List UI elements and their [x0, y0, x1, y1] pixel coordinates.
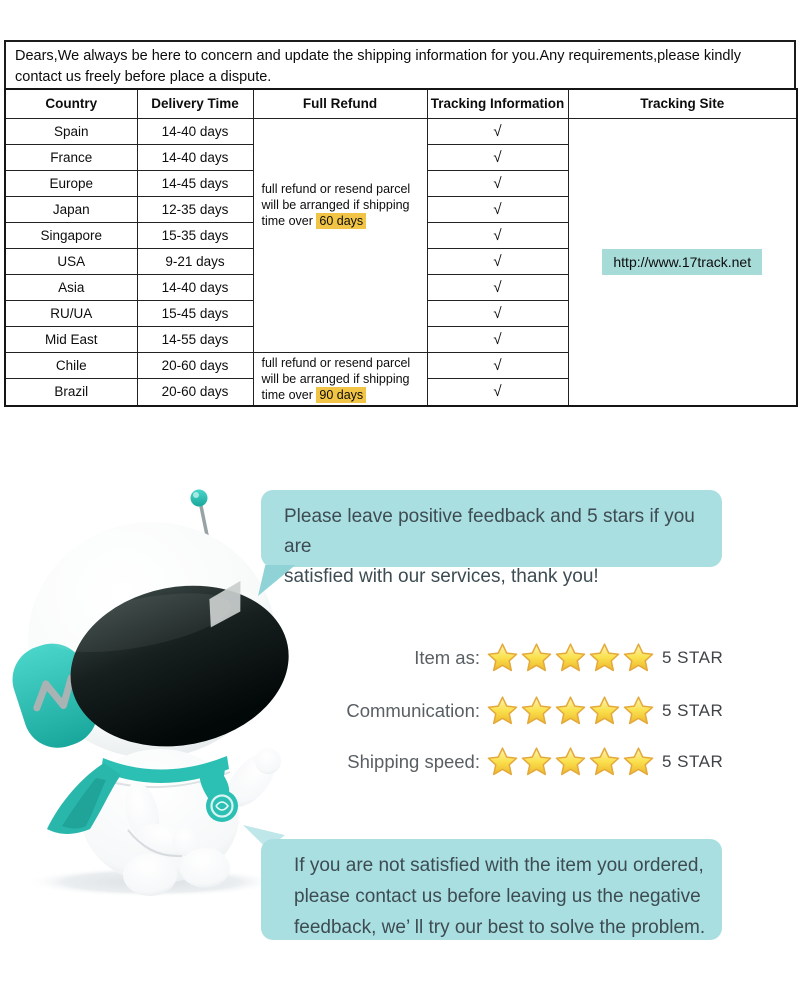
country-cell: Brazil: [5, 379, 137, 406]
refund-policy-cell-60: [253, 118, 427, 352]
checkmark-icon: √: [493, 278, 502, 296]
refund-policy-cell-90: [253, 352, 427, 406]
country-cell: RU/UA: [5, 300, 137, 326]
tracking-check-cell: [427, 274, 568, 300]
refund-text: full refund or resend parcel will be arranged if shipping time over: [261, 181, 411, 228]
delivery-time-cell: 15-45 days: [137, 300, 253, 326]
column-header-country: Country: [5, 89, 137, 118]
star-icon: [520, 746, 553, 779]
star-rating: [486, 695, 655, 728]
negative-feedback-warning-bubble: [261, 839, 722, 940]
rating-label: Communication:: [346, 700, 480, 721]
robot-chest-badge-icon: [206, 790, 238, 822]
delivery-time-cell: 12-35 days: [137, 196, 253, 222]
table-row: [5, 118, 797, 144]
refund-highlight-90-days: 90 days: [316, 387, 366, 403]
country-cell: Chile: [5, 352, 137, 379]
notice-line-2: contact us freely before place a dispute.: [15, 69, 272, 85]
country-cell: Singapore: [5, 222, 137, 248]
star-rating: [486, 746, 655, 779]
star-icon: [622, 746, 655, 779]
star-icon: [520, 695, 553, 728]
tracking-check-cell: [427, 144, 568, 170]
rating-value-text: 5 STAR: [662, 701, 724, 720]
column-header-tracking-information: Tracking Information: [427, 89, 568, 118]
rating-value-text: 5 STAR: [662, 648, 724, 667]
delivery-time-cell: 14-55 days: [137, 326, 253, 352]
country-cell: Europe: [5, 170, 137, 196]
checkmark-icon: √: [493, 226, 502, 244]
checkmark-icon: √: [493, 148, 502, 166]
column-header-full-refund: Full Refund: [253, 89, 427, 118]
checkmark-icon: √: [493, 356, 502, 374]
rating-row-shipping-speed: [330, 743, 750, 781]
delivery-time-cell: 14-45 days: [137, 170, 253, 196]
star-icon: [622, 695, 655, 728]
tracking-check-cell: [427, 379, 568, 406]
bubble-line: Please leave positive feedback and 5 stars if you are: [284, 506, 695, 557]
star-icon: [622, 642, 655, 675]
bubble-line: If you are not satisfied with the item you ordered,: [294, 855, 704, 876]
tracking-check-cell: [427, 352, 568, 379]
tracking-site-link[interactable]: http://www.17track.net: [602, 249, 762, 275]
star-icon: [554, 642, 587, 675]
delivery-time-cell: 9-21 days: [137, 248, 253, 274]
checkmark-icon: √: [493, 383, 502, 401]
checkmark-icon: √: [493, 174, 502, 192]
star-icon: [486, 746, 519, 779]
tracking-check-cell: [427, 170, 568, 196]
star-icon: [588, 746, 621, 779]
bubble-line: feedback, we’ ll try our best to solve the problem.: [294, 917, 706, 938]
checkmark-icon: √: [493, 330, 502, 348]
rating-label: Shipping speed:: [347, 751, 480, 772]
delivery-time-cell: 14-40 days: [137, 144, 253, 170]
tracking-check-cell: [427, 300, 568, 326]
rating-label: Item as:: [414, 647, 480, 668]
country-cell: Japan: [5, 196, 137, 222]
country-cell: Mid East: [5, 326, 137, 352]
star-icon: [486, 642, 519, 675]
refund-highlight-60-days: 60 days: [316, 213, 366, 229]
checkmark-icon: √: [493, 122, 502, 140]
column-header-delivery-time: Delivery Time: [137, 89, 253, 118]
tracking-check-cell: [427, 248, 568, 274]
bubble-line: satisfied with our services, thank you!: [284, 566, 599, 587]
feedback-request-bubble: [261, 490, 722, 587]
checkmark-icon: √: [493, 304, 502, 322]
rating-value-text: 5 STAR: [662, 752, 724, 771]
delivery-time-cell: 20-60 days: [137, 352, 253, 379]
country-cell: USA: [5, 248, 137, 274]
notice-line-1: Dears,We always be here to concern and update the shipping information for you.Any requirements,please kindly: [15, 48, 741, 64]
star-icon: [588, 695, 621, 728]
country-cell: Asia: [5, 274, 137, 300]
tracking-check-cell: [427, 326, 568, 352]
rating-row-communication: [330, 692, 750, 730]
star-icon: [486, 695, 519, 728]
notice-box: [4, 40, 796, 90]
country-cell: France: [5, 144, 137, 170]
tracking-check-cell: [427, 118, 568, 144]
delivery-time-cell: 15-35 days: [137, 222, 253, 248]
delivery-time-cell: 20-60 days: [137, 379, 253, 406]
bubble-line: please contact us before leaving us the negative: [294, 886, 701, 907]
shipping-table: [4, 88, 798, 407]
column-header-tracking-site: Tracking Site: [568, 89, 797, 118]
table-header-row: [5, 89, 797, 118]
tracking-check-cell: [427, 222, 568, 248]
tracking-site-cell: [568, 118, 797, 406]
star-icon: [520, 642, 553, 675]
delivery-time-cell: 14-40 days: [137, 118, 253, 144]
rating-row-item-as: [330, 639, 750, 677]
tracking-check-cell: [427, 196, 568, 222]
delivery-time-cell: 14-40 days: [137, 274, 253, 300]
country-cell: Spain: [5, 118, 137, 144]
star-rating: [486, 642, 655, 675]
checkmark-icon: √: [493, 200, 502, 218]
star-icon: [554, 695, 587, 728]
refund-text: full refund or resend parcel will be arranged if shipping time over: [261, 355, 411, 402]
checkmark-icon: √: [493, 252, 502, 270]
star-icon: [588, 642, 621, 675]
star-icon: [554, 746, 587, 779]
